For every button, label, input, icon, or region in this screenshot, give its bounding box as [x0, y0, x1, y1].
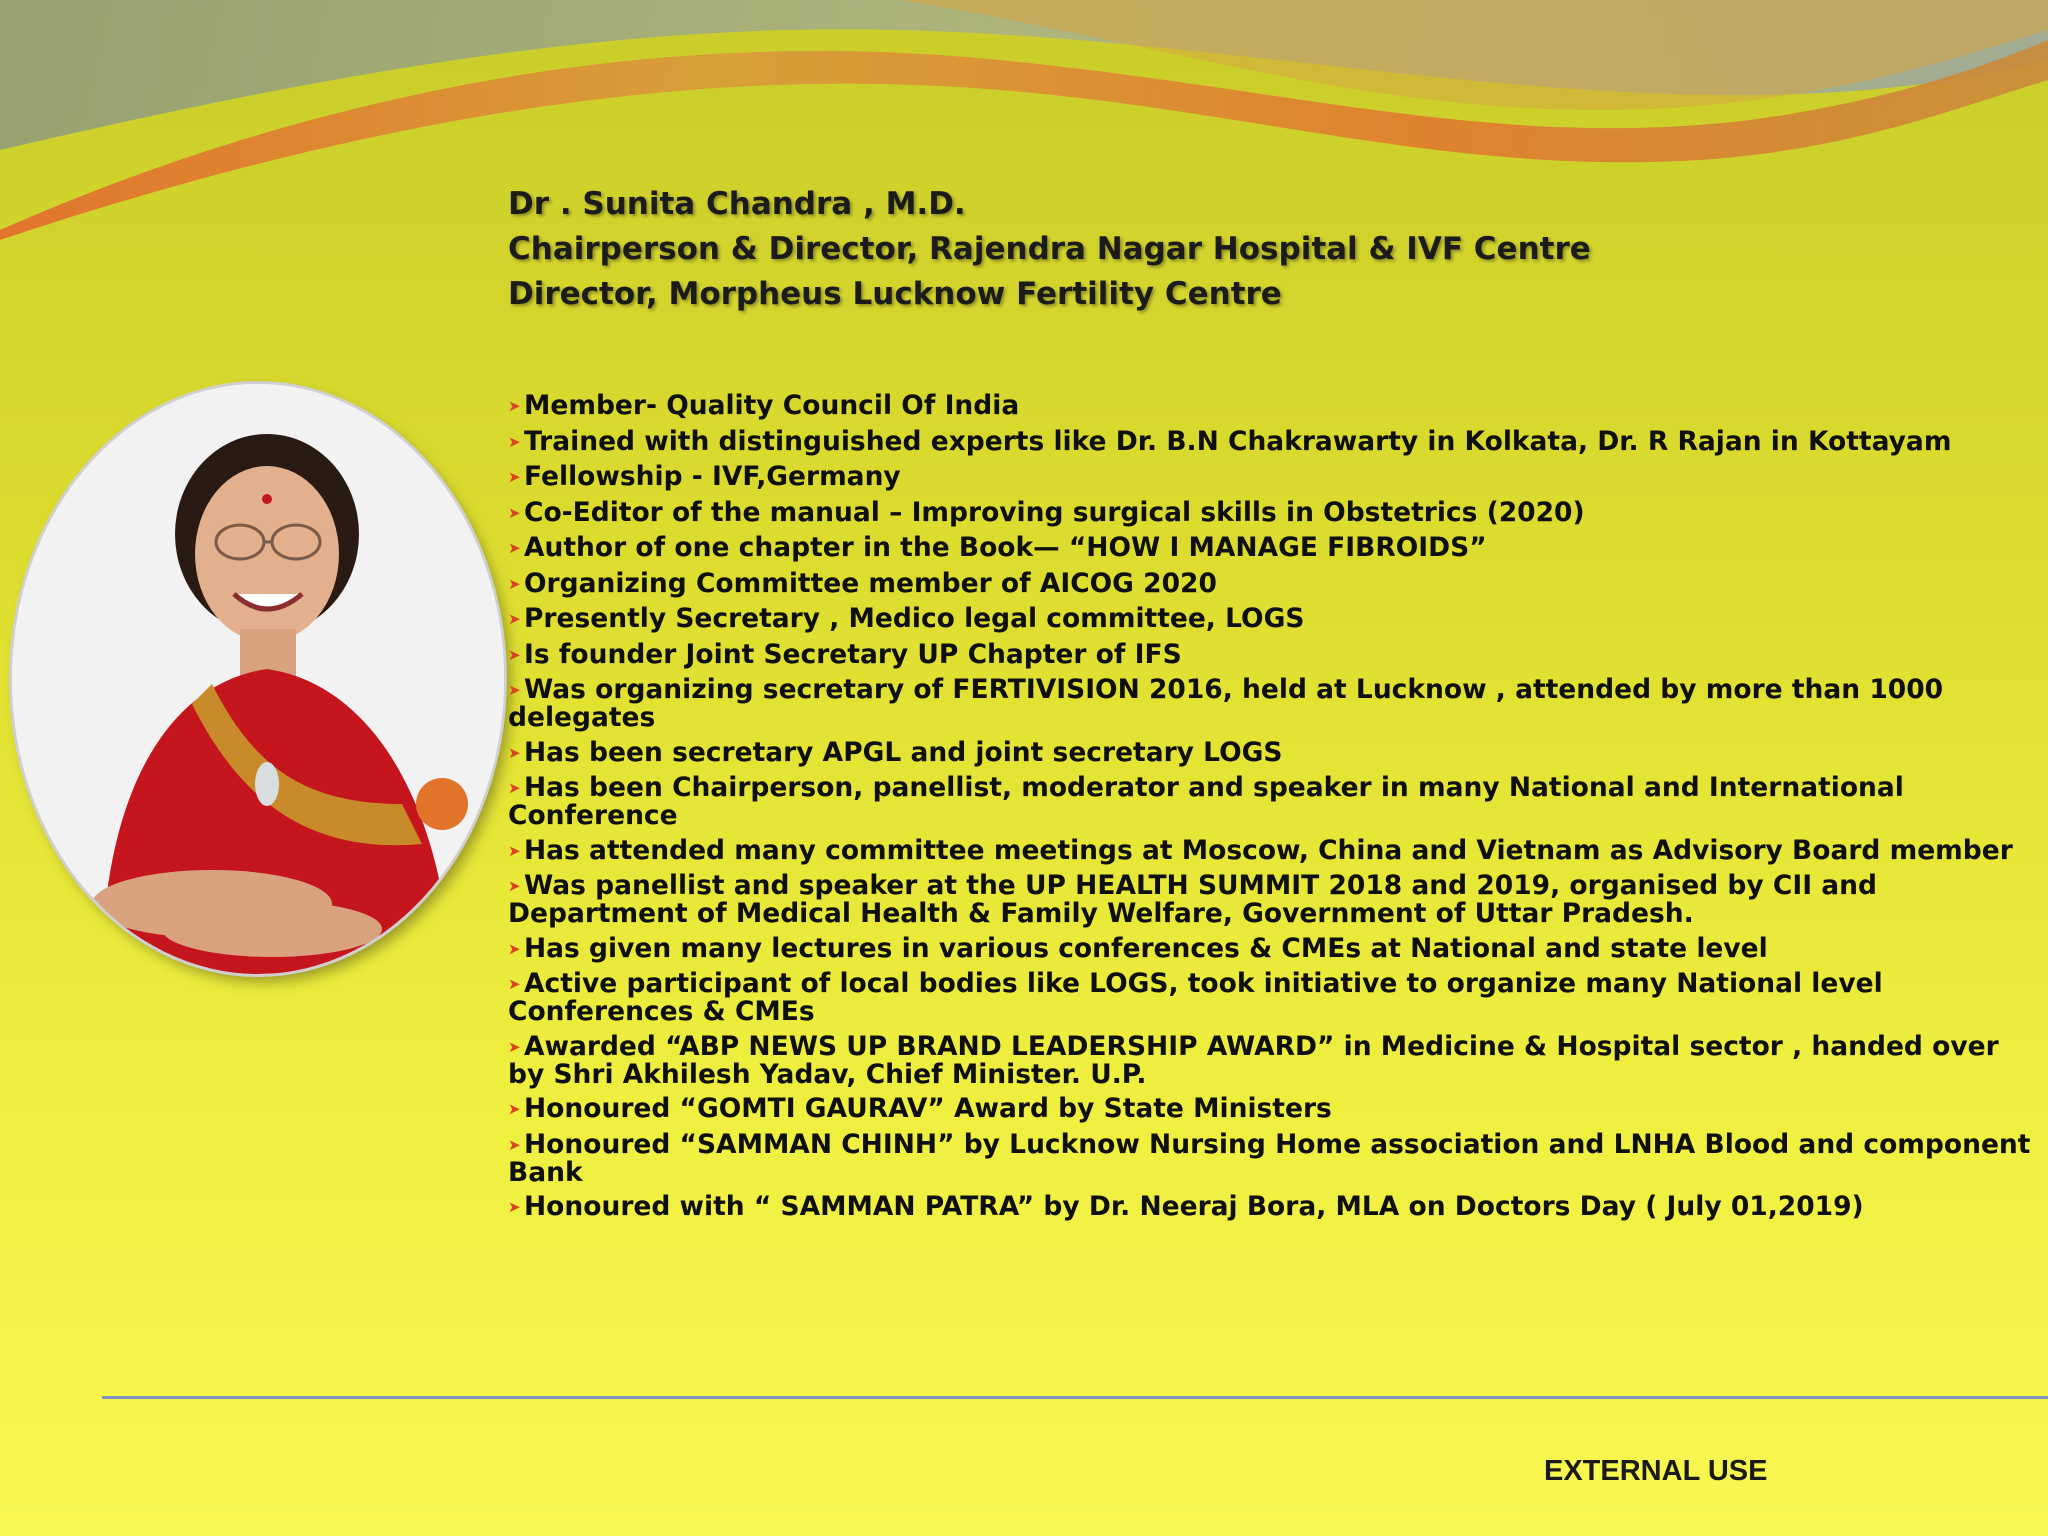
position-title-1: Chairperson & Director, Rajendra Nagar Hospital & IVF Centre — [508, 231, 1591, 267]
arrowhead-right-icon: ➤ — [508, 743, 521, 762]
list-item: ➤ Has given many lectures in various conferences & CMEs at National and state level — [508, 932, 1768, 964]
list-item: ➤ Honoured with “ SAMMAN PATRA” by Dr. Neeraj Bora, MLA on Doctors Day ( July 01,2019) — [508, 1191, 1864, 1222]
arrowhead-right-icon: ➤ — [508, 939, 521, 958]
list-item: ➤ Was panellist and speaker at the UP HEALTH SUMMIT 2018 and 2019, organised by CII and Department of Medical Health & Family Welfare, Government of Uttar Pradesh. — [508, 870, 1878, 929]
arrowhead-right-icon: ➤ — [508, 397, 521, 415]
portrait-illustration — [12, 384, 504, 974]
arrowhead-right-icon: ➤ — [508, 503, 521, 522]
list-item: ➤ Honoured “SAMMAN CHINH” by Lucknow Nursing Home association and LNHA Blood and component Bank — [508, 1128, 2031, 1188]
doctor-name: Dr . Sunita Chandra , M.D. — [508, 186, 966, 222]
arrowhead-right-icon: ➤ — [508, 432, 521, 451]
arrowhead-right-icon: ➤ — [508, 975, 521, 993]
arrowhead-right-icon: ➤ — [508, 779, 521, 797]
footer-label: EXTERNAL USE — [1544, 1455, 1768, 1487]
footer-divider — [102, 1396, 2048, 1399]
arrowhead-right-icon: ➤ — [508, 645, 521, 664]
arrowhead-right-icon: ➤ — [508, 1037, 521, 1056]
list-item: ➤ Has attended many committee meetings at Moscow, China and Vietnam as Advisory Board member — [508, 834, 2013, 866]
arrowhead-right-icon: ➤ — [508, 877, 521, 895]
arrowhead-right-icon: ➤ — [508, 610, 521, 628]
arrowhead-right-icon: ➤ — [508, 681, 521, 699]
arrowhead-right-icon: ➤ — [508, 841, 521, 860]
arrowhead-right-icon: ➤ — [508, 468, 521, 486]
arrowhead-right-icon: ➤ — [508, 1135, 521, 1154]
list-item: ➤ Has been secretary APGL and joint secretary LOGS — [508, 736, 1283, 768]
achievements-list — [508, 392, 2038, 1229]
list-item: ➤ Is founder Joint Secretary UP Chapter of IFS — [508, 638, 1182, 670]
profile-header — [508, 182, 1908, 317]
profile-photo — [12, 384, 504, 974]
arrowhead-right-icon: ➤ — [508, 1198, 521, 1216]
list-item: ➤ Presently Secretary , Medico legal committee, LOGS — [508, 603, 1305, 634]
list-item: ➤ Was organizing secretary of FERTIVISION 2016, held at Lucknow , attended by more than 1000 delegates — [508, 674, 1944, 733]
list-item: ➤ Fellowship - IVF,Germany — [508, 461, 901, 492]
list-item: ➤ Trained with distinguished experts like Dr. B.N Chakrawarty in Kolkata, Dr. R Rajan in Kottayam — [508, 425, 1952, 457]
list-item: ➤ Co-Editor of the manual – Improving surgical skills in Obstetrics (2020) — [508, 496, 1585, 528]
arrowhead-right-icon: ➤ — [508, 574, 521, 593]
list-item: ➤ Has been Chairperson, panellist, moderator and speaker in many National and International Conference — [508, 772, 1904, 831]
list-item: ➤ Member- Quality Council Of India — [508, 390, 1020, 421]
list-item: ➤ Organizing Committee member of AICOG 2020 — [508, 567, 1217, 599]
list-item: ➤ Author of one chapter in the Book— “HOW I MANAGE FIBROIDS” — [508, 532, 1487, 563]
arrowhead-right-icon: ➤ — [508, 539, 521, 557]
list-item: ➤ Active participant of local bodies like LOGS, took initiative to organize many National level Conferences & CMEs — [508, 968, 1883, 1027]
list-item: ➤ Honoured “GOMTI GAURAV” Award by State Ministers — [508, 1093, 1332, 1124]
position-title-2: Director, Morpheus Lucknow Fertility Centre — [508, 276, 1282, 312]
arrowhead-right-icon: ➤ — [508, 1100, 521, 1118]
list-item: ➤ Awarded “ABP NEWS UP BRAND LEADERSHIP AWARD” in Medicine & Hospital sector , handed over by Shri Akhilesh Yadav, Chief Minister. U.P. — [508, 1030, 1999, 1090]
